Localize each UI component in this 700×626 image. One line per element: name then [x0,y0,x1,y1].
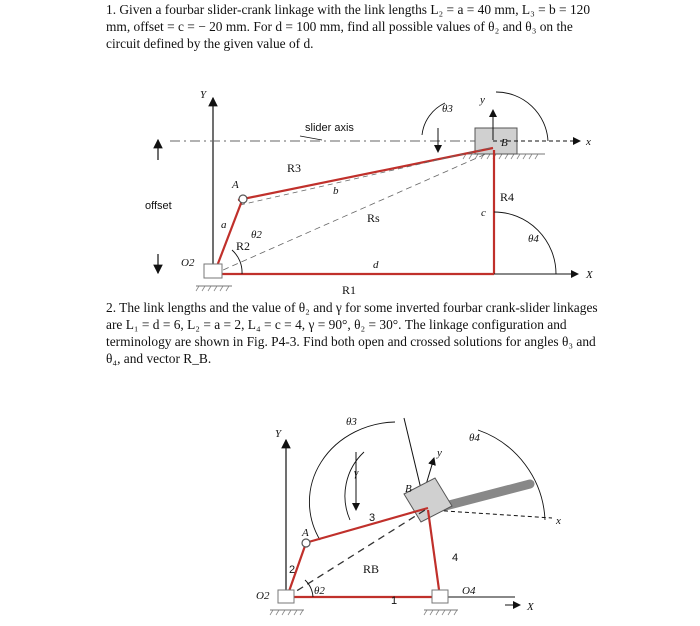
problem-2-text: 2. The link lengths and the value of θ₂ and γ for some inverted fourbar crank-slider linkages are L₁ = d = 6, L₂ = a = 2, L₄ = c = 4, γ = 90°, θ₂ = 30°. The linkage configuration and terminology are shown in Fig. P4-3. Find both open and crossed solutions for angles θ₃ and θ₄, and vector R_B. [106,300,598,366]
theta2-label: θ2 [314,585,325,597]
theta3-label: θ3 [442,103,453,115]
o2-label: O2 [181,257,195,269]
x-axis-bottom-label: X [586,269,593,281]
slider-axis-leader [300,136,322,140]
gamma-arc [345,452,364,520]
o4-ground-hatch [424,610,457,615]
theta3-arc [309,422,395,540]
pin-a [239,195,247,203]
figure-1-slider-crank [0,82,700,300]
theta4-arc [478,430,545,520]
pin-a [302,539,310,547]
theta4-arc [494,212,556,274]
gamma-label: γ [354,467,359,479]
slider-axis-label: slider axis [305,122,354,134]
rb-vector [287,510,425,597]
o2-ground-hatch [196,286,229,291]
theta3-label: θ3 [346,416,357,428]
local-y-label: y [437,447,442,459]
block-label: B [501,137,508,149]
o2-ground-hatch [270,610,303,615]
theta4-label: θ4 [469,432,480,444]
x-axis-bottom-label: X [527,601,534,613]
local-y-label: y [480,94,485,106]
rs-dashed [214,153,488,274]
link-1-label: 1 [391,595,398,607]
theta2-arc [232,250,242,274]
rs-label: Rs [367,211,380,225]
o2-ground-pivot [278,590,294,603]
y-axis-label: Y [200,89,207,101]
offset-label: offset [145,200,172,212]
o2-ground-pivot [204,264,222,278]
link-r2 [214,198,243,274]
link-4-label: 4 [452,552,459,564]
link-2-label: 2 [289,564,296,576]
r3-label: R3 [287,161,302,175]
x-axis-label: x [586,136,591,148]
slider-ground-hatch [463,154,538,159]
link-3 [305,508,428,543]
c-label: c [481,207,486,219]
r1-label: R1 [342,283,357,297]
b-label: b [333,185,339,197]
y-axis-label: Y [275,428,282,440]
o4-ground-pivot [432,590,448,603]
b-dashed [240,148,490,205]
problem-1-text: 1. Given a fourbar slider-crank linkage with the link lengths L₂ = a = 40 mm, L₃ = b = 120 mm, offset = c = − 20 mm. For d = 100 mm, find all possible values of θ₂ and θ₃ on the circuit defined by the given value of d. [106,2,591,51]
local-x-axis [430,510,552,518]
rb-label: RB [363,562,380,576]
r4-label: R4 [500,190,515,204]
pin-a-label: A [232,179,239,191]
theta4-label: θ4 [528,233,539,245]
a-len-label: a [221,219,227,231]
pin-a-label: A [302,527,309,539]
o2-label: O2 [256,590,270,602]
o4-label: O4 [462,585,476,597]
d-label: d [373,259,379,271]
figure-2-inverted-crank-slider [0,404,700,626]
block-label: B [405,483,412,495]
link-4 [428,510,440,597]
local-x-label: x [556,515,561,527]
link-3-label: 3 [369,512,376,524]
r2-label: R2 [236,239,251,253]
theta2-label: θ2 [251,229,262,241]
